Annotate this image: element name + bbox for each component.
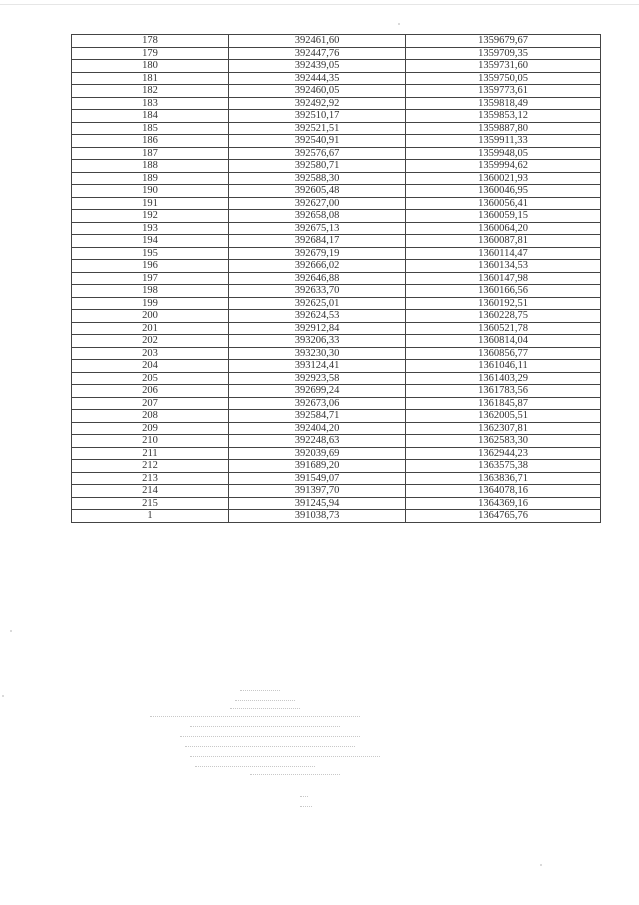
table-row bbox=[72, 422, 601, 435]
point-number-cell: 207 bbox=[72, 397, 229, 410]
table-row bbox=[72, 160, 601, 173]
y-coordinate-cell: 1360192,51 bbox=[406, 297, 601, 310]
page-top-edge bbox=[0, 4, 639, 5]
table-row bbox=[72, 297, 601, 310]
table-row bbox=[72, 372, 601, 385]
y-coordinate-cell: 1362583,30 bbox=[406, 435, 601, 448]
y-coordinate-cell: 1360147,98 bbox=[406, 272, 601, 285]
x-coordinate-cell: 393230,30 bbox=[229, 347, 406, 360]
point-number-cell: 210 bbox=[72, 435, 229, 448]
point-number-cell: 208 bbox=[72, 410, 229, 423]
table-row bbox=[72, 197, 601, 210]
y-coordinate-cell: 1359709,35 bbox=[406, 47, 601, 60]
table-row bbox=[72, 410, 601, 423]
y-coordinate-cell: 1364765,76 bbox=[406, 510, 601, 523]
table-row bbox=[72, 35, 601, 48]
table-row bbox=[72, 185, 601, 198]
point-number-cell: 192 bbox=[72, 210, 229, 223]
point-number-cell: 1 bbox=[72, 510, 229, 523]
table-row bbox=[72, 447, 601, 460]
y-coordinate-cell: 1362307,81 bbox=[406, 422, 601, 435]
table-row bbox=[72, 72, 601, 85]
x-coordinate-cell: 392404,20 bbox=[229, 422, 406, 435]
y-coordinate-cell: 1359853,12 bbox=[406, 110, 601, 123]
y-coordinate-cell: 1360021,93 bbox=[406, 172, 601, 185]
y-coordinate-cell: 1359731,60 bbox=[406, 60, 601, 73]
y-coordinate-cell: 1359773,61 bbox=[406, 85, 601, 98]
table-row bbox=[72, 172, 601, 185]
point-number-cell: 202 bbox=[72, 335, 229, 348]
table-row bbox=[72, 110, 601, 123]
y-coordinate-cell: 1361403,29 bbox=[406, 372, 601, 385]
table-row bbox=[72, 97, 601, 110]
y-coordinate-cell: 1361046,11 bbox=[406, 360, 601, 373]
point-number-cell: 215 bbox=[72, 497, 229, 510]
scan-speck bbox=[398, 23, 400, 25]
point-number-cell: 194 bbox=[72, 235, 229, 248]
point-number-cell: 199 bbox=[72, 297, 229, 310]
point-number-cell: 181 bbox=[72, 72, 229, 85]
x-coordinate-cell: 391549,07 bbox=[229, 472, 406, 485]
x-coordinate-cell: 392646,88 bbox=[229, 272, 406, 285]
point-number-cell: 179 bbox=[72, 47, 229, 60]
y-coordinate-cell: 1362944,23 bbox=[406, 447, 601, 460]
table-row bbox=[72, 135, 601, 148]
point-number-cell: 214 bbox=[72, 485, 229, 498]
point-number-cell: 187 bbox=[72, 147, 229, 160]
x-coordinate-cell: 391245,94 bbox=[229, 497, 406, 510]
x-coordinate-cell: 393124,41 bbox=[229, 360, 406, 373]
table-row bbox=[72, 510, 601, 523]
y-coordinate-cell: 1364078,16 bbox=[406, 485, 601, 498]
x-coordinate-cell: 392679,19 bbox=[229, 247, 406, 260]
point-number-cell: 203 bbox=[72, 347, 229, 360]
y-coordinate-cell: 1360814,04 bbox=[406, 335, 601, 348]
table-row bbox=[72, 210, 601, 223]
y-coordinate-cell: 1359750,05 bbox=[406, 72, 601, 85]
y-coordinate-cell: 1360064,20 bbox=[406, 222, 601, 235]
x-coordinate-cell: 392627,00 bbox=[229, 197, 406, 210]
coordinates-table bbox=[71, 34, 601, 523]
table-row bbox=[72, 147, 601, 160]
table-row bbox=[72, 222, 601, 235]
y-coordinate-cell: 1359994,62 bbox=[406, 160, 601, 173]
y-coordinate-cell: 1360166,56 bbox=[406, 285, 601, 298]
point-number-cell: 206 bbox=[72, 385, 229, 398]
point-number-cell: 180 bbox=[72, 60, 229, 73]
x-coordinate-cell: 392605,48 bbox=[229, 185, 406, 198]
y-coordinate-cell: 1360134,53 bbox=[406, 260, 601, 273]
scan-speck bbox=[10, 630, 12, 632]
x-coordinate-cell: 392439,05 bbox=[229, 60, 406, 73]
x-coordinate-cell: 392658,08 bbox=[229, 210, 406, 223]
x-coordinate-cell: 392576,67 bbox=[229, 147, 406, 160]
coordinates-table-body bbox=[72, 35, 601, 523]
table-row bbox=[72, 497, 601, 510]
y-coordinate-cell: 1364369,16 bbox=[406, 497, 601, 510]
scan-speck bbox=[540, 864, 542, 866]
point-number-cell: 185 bbox=[72, 122, 229, 135]
y-coordinate-cell: 1360056,41 bbox=[406, 197, 601, 210]
x-coordinate-cell: 392460,05 bbox=[229, 85, 406, 98]
table-row bbox=[72, 272, 601, 285]
point-number-cell: 200 bbox=[72, 310, 229, 323]
x-coordinate-cell: 392510,17 bbox=[229, 110, 406, 123]
y-coordinate-cell: 1360087,81 bbox=[406, 235, 601, 248]
x-coordinate-cell: 392461,60 bbox=[229, 35, 406, 48]
y-coordinate-cell: 1360521,78 bbox=[406, 322, 601, 335]
y-coordinate-cell: 1362005,51 bbox=[406, 410, 601, 423]
y-coordinate-cell: 1363575,38 bbox=[406, 460, 601, 473]
x-coordinate-cell: 392699,24 bbox=[229, 385, 406, 398]
x-coordinate-cell: 391689,20 bbox=[229, 460, 406, 473]
point-number-cell: 186 bbox=[72, 135, 229, 148]
point-number-cell: 201 bbox=[72, 322, 229, 335]
point-number-cell: 184 bbox=[72, 110, 229, 123]
x-coordinate-cell: 392675,13 bbox=[229, 222, 406, 235]
x-coordinate-cell: 392666,02 bbox=[229, 260, 406, 273]
x-coordinate-cell: 392923,58 bbox=[229, 372, 406, 385]
point-number-cell: 190 bbox=[72, 185, 229, 198]
y-coordinate-cell: 1360856,77 bbox=[406, 347, 601, 360]
x-coordinate-cell: 393206,33 bbox=[229, 335, 406, 348]
point-number-cell: 212 bbox=[72, 460, 229, 473]
point-number-cell: 182 bbox=[72, 85, 229, 98]
table-row bbox=[72, 385, 601, 398]
y-coordinate-cell: 1360046,95 bbox=[406, 185, 601, 198]
x-coordinate-cell: 392540,91 bbox=[229, 135, 406, 148]
y-coordinate-cell: 1359818,49 bbox=[406, 97, 601, 110]
table-row bbox=[72, 47, 601, 60]
point-number-cell: 191 bbox=[72, 197, 229, 210]
point-number-cell: 189 bbox=[72, 172, 229, 185]
table-row bbox=[72, 472, 601, 485]
x-coordinate-cell: 392912,84 bbox=[229, 322, 406, 335]
x-coordinate-cell: 392625,01 bbox=[229, 297, 406, 310]
table-row bbox=[72, 347, 601, 360]
x-coordinate-cell: 391397,70 bbox=[229, 485, 406, 498]
y-coordinate-cell: 1359948,05 bbox=[406, 147, 601, 160]
table-row bbox=[72, 460, 601, 473]
table-row bbox=[72, 260, 601, 273]
y-coordinate-cell: 1361783,56 bbox=[406, 385, 601, 398]
x-coordinate-cell: 392624,53 bbox=[229, 310, 406, 323]
scan-speck bbox=[2, 695, 4, 697]
table-row bbox=[72, 122, 601, 135]
table-row bbox=[72, 235, 601, 248]
table-row bbox=[72, 60, 601, 73]
x-coordinate-cell: 392673,06 bbox=[229, 397, 406, 410]
point-number-cell: 196 bbox=[72, 260, 229, 273]
x-coordinate-cell: 392584,71 bbox=[229, 410, 406, 423]
x-coordinate-cell: 392580,71 bbox=[229, 160, 406, 173]
table-row bbox=[72, 485, 601, 498]
point-number-cell: 178 bbox=[72, 35, 229, 48]
x-coordinate-cell: 392039,69 bbox=[229, 447, 406, 460]
point-number-cell: 197 bbox=[72, 272, 229, 285]
table-row bbox=[72, 310, 601, 323]
table-row bbox=[72, 247, 601, 260]
point-number-cell: 183 bbox=[72, 97, 229, 110]
x-coordinate-cell: 392521,51 bbox=[229, 122, 406, 135]
y-coordinate-cell: 1359911,33 bbox=[406, 135, 601, 148]
point-number-cell: 211 bbox=[72, 447, 229, 460]
y-coordinate-cell: 1360059,15 bbox=[406, 210, 601, 223]
x-coordinate-cell: 392492,92 bbox=[229, 97, 406, 110]
y-coordinate-cell: 1361845,87 bbox=[406, 397, 601, 410]
point-number-cell: 195 bbox=[72, 247, 229, 260]
faded-stamp-block bbox=[150, 690, 390, 810]
point-number-cell: 204 bbox=[72, 360, 229, 373]
table-row bbox=[72, 435, 601, 448]
y-coordinate-cell: 1359679,67 bbox=[406, 35, 601, 48]
table-row bbox=[72, 360, 601, 373]
x-coordinate-cell: 391038,73 bbox=[229, 510, 406, 523]
y-coordinate-cell: 1359887,80 bbox=[406, 122, 601, 135]
point-number-cell: 213 bbox=[72, 472, 229, 485]
point-number-cell: 205 bbox=[72, 372, 229, 385]
table-row bbox=[72, 85, 601, 98]
table-row bbox=[72, 285, 601, 298]
point-number-cell: 193 bbox=[72, 222, 229, 235]
x-coordinate-cell: 392684,17 bbox=[229, 235, 406, 248]
point-number-cell: 209 bbox=[72, 422, 229, 435]
y-coordinate-cell: 1360114,47 bbox=[406, 247, 601, 260]
x-coordinate-cell: 392248,63 bbox=[229, 435, 406, 448]
x-coordinate-cell: 392444,35 bbox=[229, 72, 406, 85]
y-coordinate-cell: 1360228,75 bbox=[406, 310, 601, 323]
point-number-cell: 198 bbox=[72, 285, 229, 298]
x-coordinate-cell: 392588,30 bbox=[229, 172, 406, 185]
table-row bbox=[72, 397, 601, 410]
table-row bbox=[72, 322, 601, 335]
point-number-cell: 188 bbox=[72, 160, 229, 173]
x-coordinate-cell: 392633,70 bbox=[229, 285, 406, 298]
table-row bbox=[72, 335, 601, 348]
x-coordinate-cell: 392447,76 bbox=[229, 47, 406, 60]
y-coordinate-cell: 1363836,71 bbox=[406, 472, 601, 485]
